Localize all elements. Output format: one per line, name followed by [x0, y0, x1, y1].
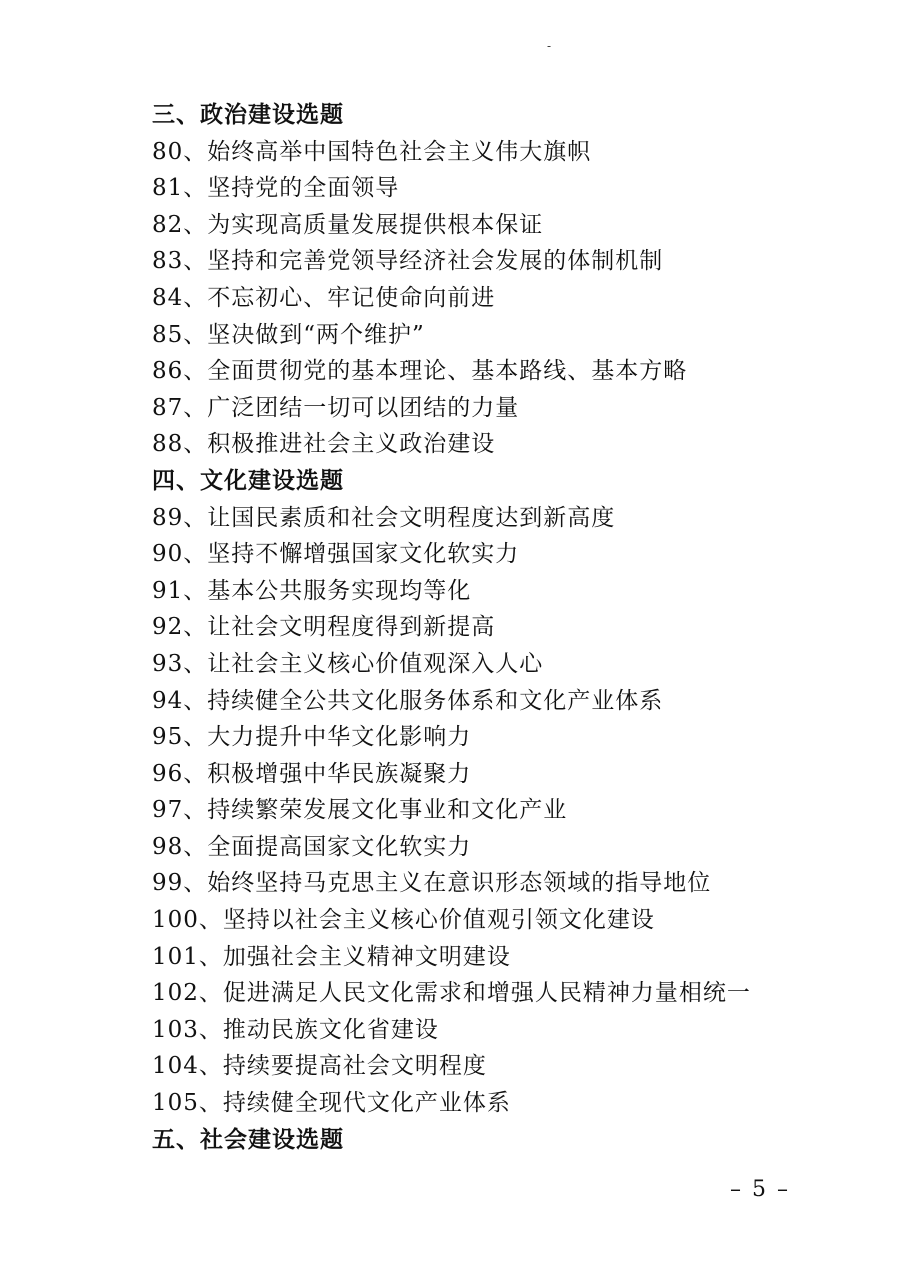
list-item: 86、全面贯彻党的基本理论、基本路线、基本方略	[152, 358, 688, 385]
list-item: 91、基本公共服务实现均等化	[152, 577, 472, 604]
list-item: 89、让国民素质和社会文明程度达到新高度	[152, 504, 616, 531]
list-item: 105、持续健全现代文化产业体系	[152, 1090, 511, 1117]
list-item: 100、坚持以社会主义核心价值观引领文化建设	[152, 907, 655, 934]
top-mark: -	[547, 39, 552, 53]
list-item: 103、推动民族文化省建设	[152, 1016, 439, 1043]
list-item: 87、广泛团结一切可以团结的力量	[152, 394, 520, 421]
list-item: 99、始终坚持马克思主义在意识形态领域的指导地位	[152, 870, 712, 897]
list-item: 90、坚持不懈增强国家文化软实力	[152, 541, 520, 568]
list-item: 96、积极增强中华民族凝聚力	[152, 760, 472, 787]
list-item: 88、积极推进社会主义政治建设	[152, 431, 496, 458]
list-item: 85、坚决做到“两个维护”	[152, 321, 425, 348]
list-item: 84、不忘初心、牢记使命向前进	[152, 284, 496, 311]
list-item: 83、坚持和完善党领导经济社会发展的体制机制	[152, 248, 664, 275]
topic-list	[152, 97, 852, 1158]
list-item: 101、加强社会主义精神文明建设	[152, 943, 511, 970]
list-item: 92、让社会文明程度得到新提高	[152, 614, 496, 641]
list-item: 102、促进满足人民文化需求和增强人民精神力量相统一	[152, 980, 751, 1007]
page-number: – 5 –	[730, 1177, 790, 1202]
section-heading: 四、文化建设选题	[152, 467, 344, 494]
list-item: 93、让社会主义核心价值观深入人心	[152, 650, 544, 677]
list-item: 81、坚持党的全面领导	[152, 175, 400, 202]
section-heading: 五、社会建设选题	[152, 1126, 344, 1153]
list-item: 94、持续健全公共文化服务体系和文化产业体系	[152, 687, 664, 714]
list-item: 95、大力提升中华文化影响力	[152, 724, 472, 751]
list-item: 80、始终高举中国特色社会主义伟大旗帜	[152, 138, 592, 165]
list-item: 97、持续繁荣发展文化事业和文化产业	[152, 797, 568, 824]
list-item: 82、为实现高质量发展提供根本保证	[152, 211, 544, 238]
list-item: 104、持续要提高社会文明程度	[152, 1053, 487, 1080]
section-heading: 三、政治建设选题	[152, 102, 344, 128]
list-item: 98、全面提高国家文化软实力	[152, 833, 472, 860]
